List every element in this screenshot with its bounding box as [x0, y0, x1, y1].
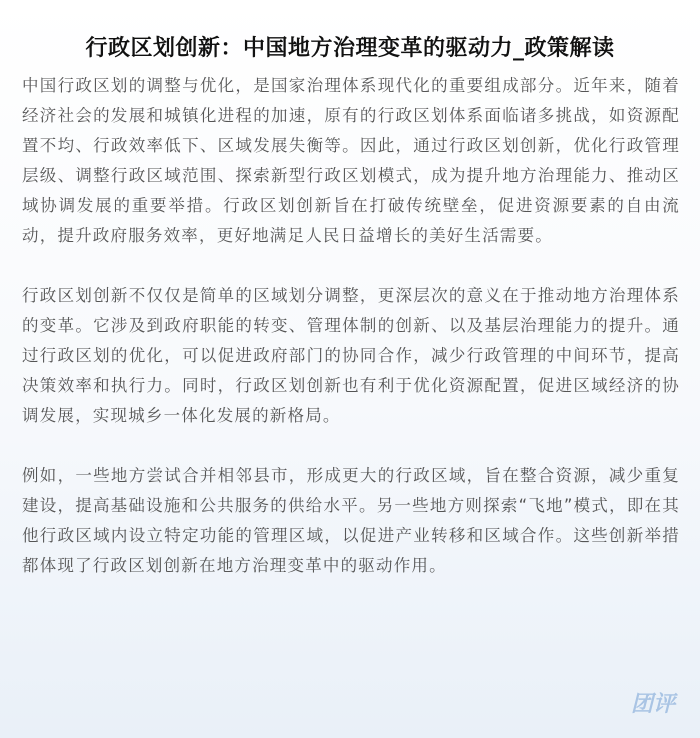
article-paragraph: 行政区划创新不仅仅是简单的区域划分调整，更深层次的意义在于推动地方治理体系的变革。它涉及到政府职能的转变、管理体制的创新、以及基层治理能力的提升。通过行政区划的优化，可以促进政府部门的协同合作，减少行政管理的中间环节，提高决策效率和执行力。同时，行政区划创新也有利于优化资源配置，促进区域经济的协调发展，实现城乡一体化发展的新格局。 — [22, 286, 680, 425]
article-body — [22, 71, 680, 581]
article-paragraph: 例如，一些地方尝试合并相邻县市，形成更大的行政区域，旨在整合资源，减少重复建设，提高基础设施和公共服务的供给水平。另一些地方则探索“飞地”模式，即在其他行政区域内设立特定功能的管理区域，以促进产业转移和区域合作。这些创新举措都体现了行政区划创新在地方治理变革中的驱动作用。 — [22, 466, 680, 575]
article-paragraph: 中国行政区划的调整与优化，是国家治理体系现代化的重要组成部分。近年来，随着经济社会的发展和城镇化进程的加速，原有的行政区划体系面临诸多挑战，如资源配置不均、行政效率低下、区域发展失衡等。因此，通过行政区划创新，优化行政管理层级、调整行政区域范围、探索新型行政区划模式，成为提升地方治理能力、推动区域协调发展的重要举措。行政区划创新旨在打破传统壁垒，促进资源要素的自由流动，提升政府服务效率，更好地满足人民日益增长的美好生活需要。 — [22, 76, 680, 245]
watermark-logo-text: 团评 — [630, 692, 676, 715]
article-title: 行政区划创新：中国地方治理变革的驱动力_政策解读 — [85, 35, 615, 61]
watermark-logo — [628, 689, 678, 715]
